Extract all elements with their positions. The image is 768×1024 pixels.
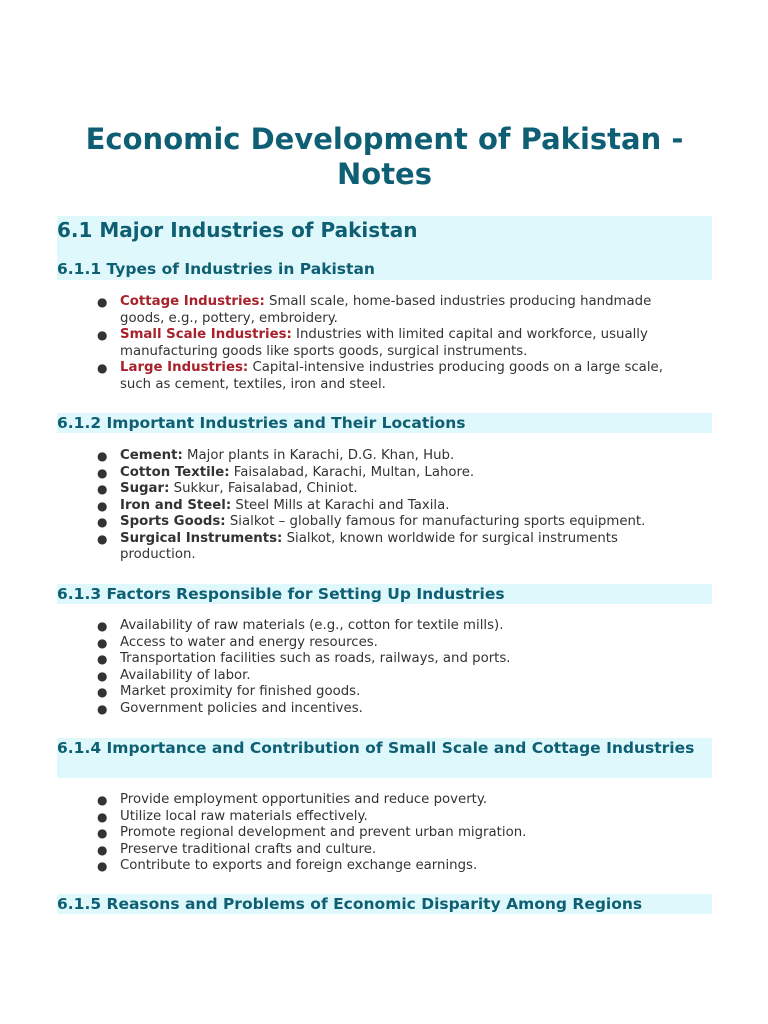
item-text: Steel Mills at Karachi and Taxila. xyxy=(231,497,450,513)
list-item xyxy=(97,531,697,564)
subsection-title-6-1-1: 6.1.1 Types of Industries in Pakistan xyxy=(57,260,375,278)
list-item xyxy=(97,842,697,859)
item-term: Large Industries: xyxy=(120,360,249,375)
list-item xyxy=(97,792,697,809)
item-text: Provide employment opportunities and reduce poverty. xyxy=(120,792,488,807)
bullet-icon: ● xyxy=(97,652,108,666)
item-term: Surgical Instruments: xyxy=(120,530,283,546)
bullet-icon: ● xyxy=(97,809,108,824)
item-text: Government policies and incentives. xyxy=(120,700,363,716)
bullet-icon: ● xyxy=(97,328,108,342)
item-term: Cement: xyxy=(120,448,183,463)
item-term: Sports Goods: xyxy=(120,514,226,529)
list-item xyxy=(97,514,697,531)
bullet-icon: ● xyxy=(97,668,108,683)
bullet-icon: ● xyxy=(97,482,108,496)
factors-list xyxy=(97,618,697,717)
subsection-title-6-1-2: 6.1.2 Important Industries and Their Locations xyxy=(57,414,466,432)
item-text: Industries with limited capital and workforce, usually manufacturing goods like sports goods, surgical instruments. xyxy=(120,327,648,359)
bullet-icon: ● xyxy=(97,515,108,529)
item-text: Promote regional development and prevent urban migration. xyxy=(120,825,527,840)
list-item xyxy=(97,668,697,685)
list-item xyxy=(97,858,697,875)
list-item xyxy=(97,498,697,515)
item-text: Contribute to exports and foreign exchange earnings. xyxy=(120,858,478,873)
bullet-icon: ● xyxy=(97,498,108,513)
list-item xyxy=(97,448,697,465)
item-term: Cottage Industries: xyxy=(120,294,265,309)
subsection-title-6-1-4: 6.1.4 Importance and Contribution of Small Scale and Cottage Industries xyxy=(57,739,695,757)
bullet-icon: ● xyxy=(97,531,108,546)
bullet-icon: ● xyxy=(97,619,108,633)
item-text: Capital-intensive industries producing goods on a large scale, such as cement, textiles, iron and steel. xyxy=(120,360,663,392)
section-title: 6.1 Major Industries of Pakistan xyxy=(57,218,418,242)
bullet-icon: ● xyxy=(97,793,108,807)
bullet-icon: ● xyxy=(97,842,108,857)
industry-types-list xyxy=(97,294,697,393)
list-item xyxy=(97,294,697,327)
item-term: Cotton Textile: xyxy=(120,464,230,480)
bullet-icon: ● xyxy=(97,859,108,873)
list-item xyxy=(97,684,697,701)
item-text: Major plants in Karachi, D.G. Khan, Hub. xyxy=(182,448,455,463)
list-item xyxy=(97,465,697,482)
bullet-icon: ● xyxy=(97,449,108,463)
item-term: Iron and Steel: xyxy=(120,497,232,513)
list-item xyxy=(97,618,697,635)
item-text: Sialkot – globally famous for manufacturing sports equipment. xyxy=(225,514,646,529)
importance-list xyxy=(97,792,697,875)
item-text: Transportation facilities such as roads, railways, and ports. xyxy=(120,651,511,666)
list-item xyxy=(97,825,697,842)
list-item xyxy=(97,327,697,360)
list-item xyxy=(97,360,697,393)
bullet-icon: ● xyxy=(97,826,108,840)
item-term: Sugar: xyxy=(120,481,170,496)
item-text: Small scale, home-based industries producing handmade goods, e.g., pottery, embroidery. xyxy=(120,294,652,326)
list-item xyxy=(97,701,697,718)
industry-locations-list xyxy=(97,448,697,564)
bullet-icon: ● xyxy=(97,635,108,650)
subsection-title-6-1-5: 6.1.5 Reasons and Problems of Economic Disparity Among Regions xyxy=(57,895,643,913)
bullet-icon: ● xyxy=(97,685,108,699)
item-text: Sukkur, Faisalabad, Chiniot. xyxy=(169,481,358,496)
item-text: Access to water and energy resources. xyxy=(120,634,378,650)
bullet-icon: ● xyxy=(97,465,108,480)
bullet-icon: ● xyxy=(97,361,108,375)
document-title: Economic Development of Pakistan - Notes xyxy=(85,122,684,191)
item-text: Market proximity for finished goods. xyxy=(120,684,361,699)
list-item xyxy=(97,809,697,826)
item-text: Preserve traditional crafts and culture. xyxy=(120,841,377,857)
list-item xyxy=(97,481,697,498)
item-term: Small Scale Industries: xyxy=(120,327,292,342)
subsection-title-6-1-3: 6.1.3 Factors Responsible for Setting Up Industries xyxy=(57,585,505,603)
item-text: Availability of raw materials (e.g., cotton for textile mills). xyxy=(120,618,504,633)
item-text: Utilize local raw materials effectively. xyxy=(120,808,368,824)
bullet-icon: ● xyxy=(97,295,108,309)
list-item xyxy=(97,635,697,652)
item-text: Availability of labor. xyxy=(120,667,251,683)
item-text: Sialkot, known worldwide for surgical instruments production. xyxy=(120,530,618,562)
item-text: Faisalabad, Karachi, Multan, Lahore. xyxy=(229,464,475,480)
list-item xyxy=(97,651,697,668)
bullet-icon: ● xyxy=(97,701,108,716)
